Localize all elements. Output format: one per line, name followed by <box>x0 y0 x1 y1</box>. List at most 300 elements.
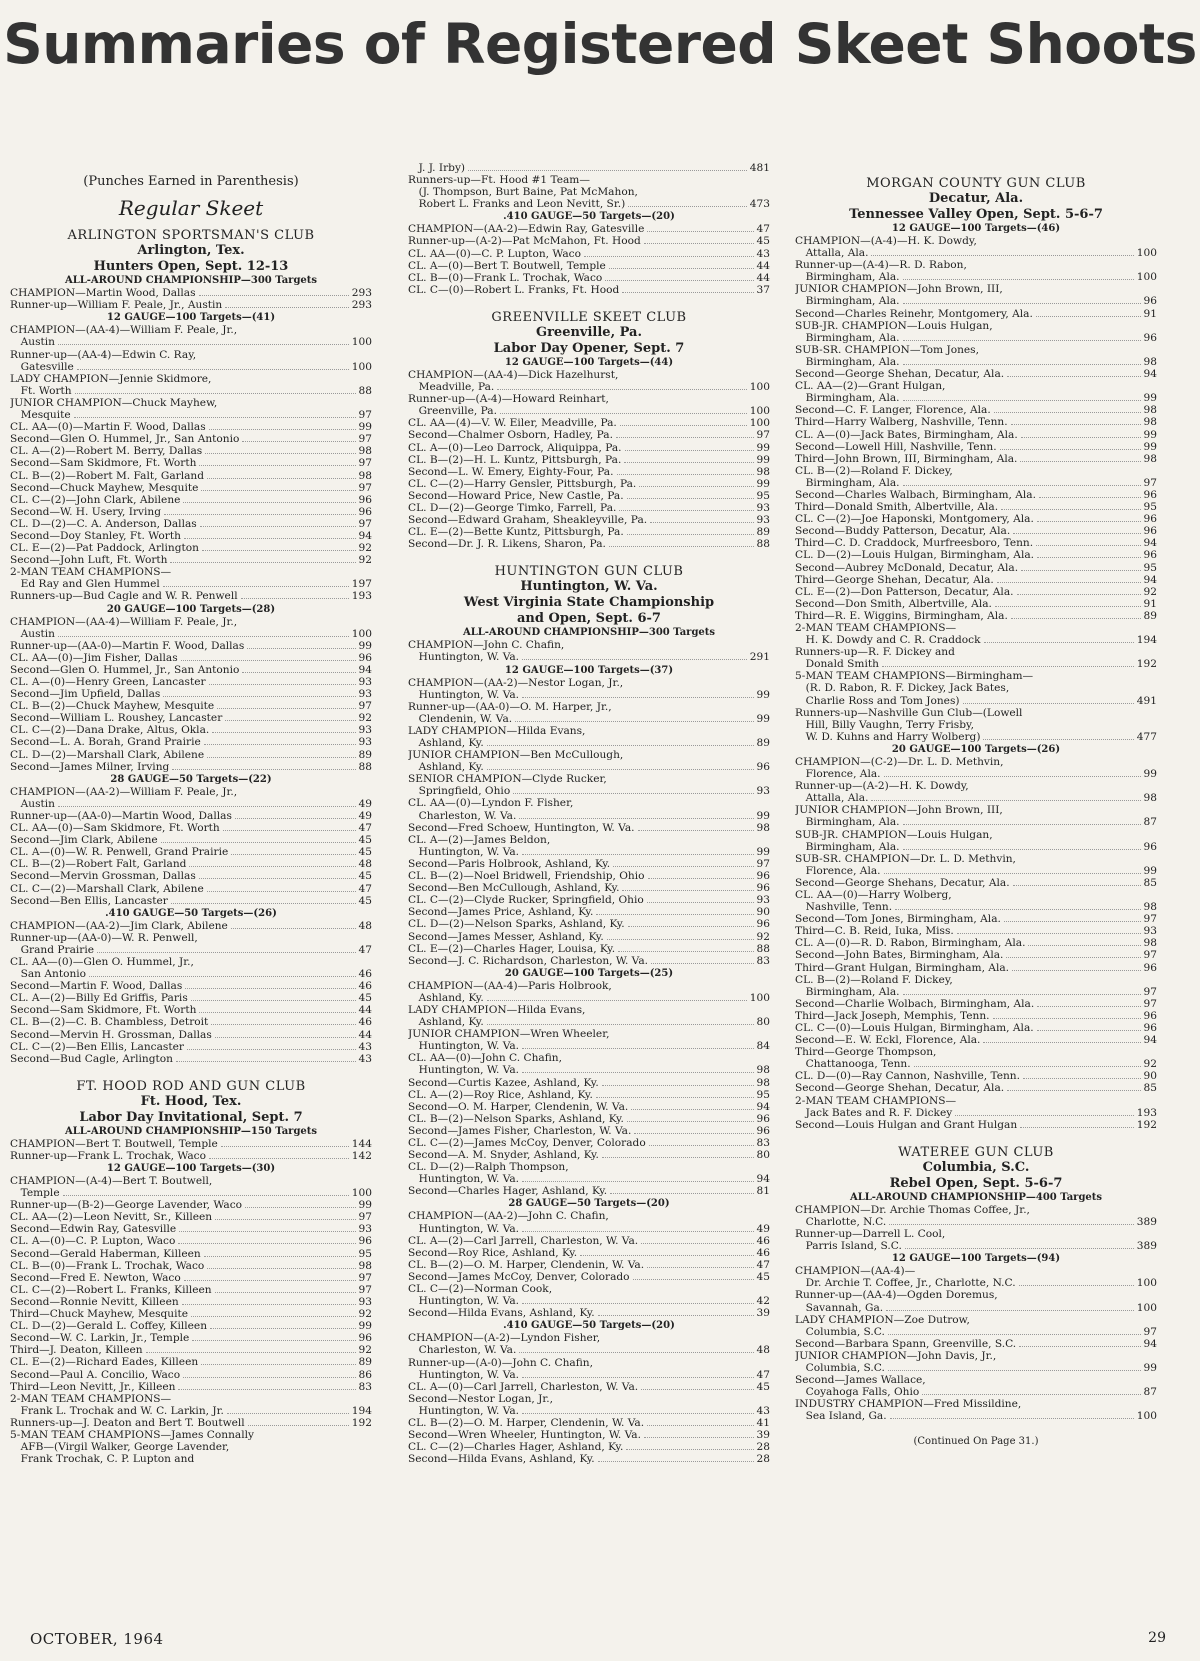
leader-dots <box>522 1072 753 1073</box>
result-line <box>408 198 770 210</box>
score: 100 <box>749 991 770 1004</box>
score: 99 <box>358 1320 372 1333</box>
leader-dots <box>1007 1090 1140 1091</box>
result-text: CL. B—(0)—Frank L. Trochak, Waco <box>408 271 603 284</box>
result-text: JUNIOR CHAMPION—John Brown, III, <box>795 804 1003 817</box>
result-line <box>408 1052 770 1064</box>
score: 477 <box>1136 730 1157 743</box>
result-line <box>10 822 372 834</box>
score: 100 <box>1136 1410 1157 1423</box>
result-text: CL. A—(2)—Carl Jarrell, Charleston, W. Va. <box>408 1234 639 1247</box>
score: 100 <box>1136 1277 1157 1290</box>
score: 46 <box>756 1234 770 1247</box>
result-line <box>408 725 770 737</box>
result-line <box>408 1064 770 1076</box>
result-text: CHAMPION—(AA-2)—John C. Chafin, <box>408 1210 609 1223</box>
leader-dots <box>204 1256 356 1257</box>
result-text: Runner-up—(A-0)—John C. Chafin, <box>408 1356 593 1369</box>
result-line <box>408 405 770 417</box>
club-name: ARLINGTON SPORTSMAN'S CLUB <box>67 228 315 244</box>
result-text: Runner-up—Frank L. Trochak, Waco <box>10 1149 206 1162</box>
result-line <box>10 1272 372 1284</box>
leader-dots <box>628 926 754 927</box>
leader-dots <box>178 1243 355 1244</box>
result-text: Meadville, Pa. <box>408 381 495 394</box>
leader-dots <box>628 206 747 207</box>
result-line <box>408 906 770 918</box>
result-text: Attalla, Ala. <box>795 792 869 805</box>
result-line <box>10 542 372 554</box>
event-name: and Open, Sept. 6-7 <box>517 611 661 627</box>
result-line <box>10 445 372 457</box>
result-text: Second—Howard Price, New Castle, Pa. <box>408 489 624 502</box>
score: 97 <box>1143 476 1157 489</box>
score: 91 <box>1143 597 1157 610</box>
score: 99 <box>1143 768 1157 781</box>
leader-dots <box>58 806 356 807</box>
score: 491 <box>1136 694 1157 707</box>
result-line <box>408 1393 770 1405</box>
result-text: Second—L. W. Emery, Eighty-Four, Pa. <box>408 465 614 478</box>
leader-dots <box>487 745 754 746</box>
result-line <box>795 247 1157 259</box>
leader-dots <box>1017 594 1141 595</box>
result-text: Runner-up—William F. Peale, Jr., Austin <box>10 299 223 312</box>
score: 97 <box>358 1271 372 1284</box>
score: 48 <box>358 858 372 871</box>
result-text: Third—Harry Walberg, Nashville, Tenn. <box>795 416 1008 429</box>
result-line <box>10 1235 372 1247</box>
result-text: Austin <box>10 797 55 810</box>
score: 80 <box>756 1016 770 1029</box>
result-line <box>408 1295 770 1307</box>
score: 81 <box>756 1185 770 1198</box>
score: 293 <box>351 287 372 300</box>
result-text: Second—Lowell Hill, Nashville, Tenn. <box>795 440 997 453</box>
leader-dots <box>905 1248 1134 1249</box>
result-line <box>10 688 372 700</box>
result-text: CL. C—(2)—Harry Gensler, Pittsburgh, Pa. <box>408 477 637 490</box>
result-line <box>10 712 372 724</box>
score: 28 <box>756 1441 770 1454</box>
result-text: Runners-up—Nashville Gun Club—(Lowell <box>795 706 1023 719</box>
score: 96 <box>358 651 372 664</box>
leader-dots <box>522 1231 753 1232</box>
leader-dots <box>207 1268 355 1269</box>
result-line <box>795 949 1157 961</box>
result-text: JUNIOR CHAMPION—John Davis, Jr., <box>795 1349 997 1362</box>
score: 100 <box>351 1187 372 1200</box>
section-title: Regular Skeet <box>118 196 264 221</box>
result-text: Birmingham, Ala. <box>795 816 900 829</box>
result-text: Huntington, W. Va. <box>408 845 520 858</box>
result-text: Second—Aubrey McDonald, Decatur, Ala. <box>795 561 1019 574</box>
result-line <box>795 974 1157 986</box>
leader-dots <box>617 474 754 475</box>
score: 93 <box>358 688 372 701</box>
result-line <box>795 925 1157 937</box>
leader-dots <box>997 582 1141 583</box>
result-text: CL. AA—(4)—V. W. Eiler, Meadville, Pa. <box>408 417 617 430</box>
result-line <box>10 1199 372 1211</box>
result-line <box>10 992 372 1004</box>
result-line <box>795 1350 1157 1362</box>
score: 97 <box>358 481 372 494</box>
leader-dots <box>651 963 753 964</box>
leader-dots <box>242 672 355 673</box>
punches-note: (Punches Earned in Parenthesis) <box>83 174 299 189</box>
score: 47 <box>756 223 770 236</box>
event-name: Hunters Open, Sept. 12-13 <box>93 259 289 275</box>
result-text: CL. D—(2)—Louis Hulgan, Birmingham, Ala. <box>795 549 1035 562</box>
result-text: Second—Charles Walbach, Birmingham, Ala. <box>795 488 1036 501</box>
result-text: CL. A—(0)—Bert T. Boutwell, Temple <box>408 259 606 272</box>
result-line <box>795 1216 1157 1228</box>
club-location: Huntington, W. Va. <box>520 579 658 595</box>
result-line <box>408 526 770 538</box>
event-category: 28 GAUGE—50 Targets—(22) <box>110 773 272 785</box>
leader-dots <box>1037 521 1141 522</box>
leader-dots <box>522 659 747 660</box>
club-location: Greenville, Pa. <box>535 324 642 340</box>
leader-dots <box>522 854 753 855</box>
score: 100 <box>1136 1301 1157 1314</box>
leader-dots <box>903 824 1141 825</box>
leader-dots <box>641 1389 753 1390</box>
leader-dots <box>627 498 754 499</box>
result-text: Second—James Price, Ashland, Ky. <box>408 906 594 919</box>
score: 43 <box>756 1404 770 1417</box>
result-text: Second—A. M. Snyder, Ashland, Ky. <box>408 1149 599 1162</box>
result-text: CL. E—(2)—Richard Eades, Killeen <box>10 1356 199 1369</box>
leader-dots <box>895 909 1140 910</box>
score: 89 <box>358 1356 372 1369</box>
result-text: Austin <box>10 627 55 640</box>
result-text: CL. C—(2)—Ben Ellis, Lancaster <box>10 1040 184 1053</box>
result-line <box>795 1314 1157 1326</box>
result-text: Jack Bates and R. F. Dickey <box>795 1106 953 1119</box>
result-text: CL. E—(2)—Charles Hager, Louisa, Ky. <box>408 942 616 955</box>
result-text: CL. AA—(2)—Grant Hulgan, <box>795 380 946 393</box>
score: 48 <box>358 919 372 932</box>
leader-dots <box>609 546 754 547</box>
leader-dots <box>1011 424 1141 425</box>
score: 99 <box>756 441 770 454</box>
result-line <box>10 724 372 736</box>
score: 47 <box>358 822 372 835</box>
result-text: Florence, Ala. <box>795 768 881 781</box>
score: 95 <box>756 489 770 502</box>
score: 88 <box>756 538 770 551</box>
score: 98 <box>1143 792 1157 805</box>
result-line <box>408 454 770 466</box>
score: 93 <box>756 501 770 514</box>
score: 96 <box>756 1112 770 1125</box>
score: 96 <box>358 493 372 506</box>
event-category: ALL-AROUND CHAMPIONSHIP—300 Targets <box>462 627 716 639</box>
result-text: CL. B—(2)—H. L. Kuntz, Pittsburgh, Pa. <box>408 453 622 466</box>
result-line <box>408 1344 770 1356</box>
leader-dots <box>209 684 356 685</box>
leader-dots <box>903 279 1134 280</box>
result-text: Runner-up—(A-4)—Howard Reinhart, <box>408 393 609 406</box>
result-text: Second—Chuck Mayhew, Mesquite <box>10 481 199 494</box>
result-text: Charlie Ross and Tom Jones) <box>795 694 960 707</box>
leader-dots <box>185 988 355 989</box>
result-text: SENIOR CHAMPION—Clyde Rucker, <box>408 773 607 786</box>
result-line <box>408 1381 770 1393</box>
result-text: Second—George Shehan, Decatur, Ala. <box>795 368 1005 381</box>
club-location: Ft. Hood, Tex. <box>140 1093 242 1109</box>
leader-dots <box>616 437 754 438</box>
result-line <box>408 186 770 198</box>
score: 98 <box>1143 355 1157 368</box>
leader-dots <box>622 292 753 293</box>
result-line <box>795 586 1157 598</box>
result-line <box>408 858 770 870</box>
leader-dots <box>500 413 747 414</box>
result-line <box>408 1453 770 1465</box>
result-text: CL. AA—(0)—Sam Skidmore, Ft. Worth <box>10 822 220 835</box>
score: 94 <box>1143 368 1157 381</box>
result-text: Charleston, W. Va. <box>408 809 517 822</box>
result-line <box>408 651 770 663</box>
leader-dots <box>225 307 349 308</box>
result-text: LADY CHAMPION—Jennie Skidmore, <box>10 372 212 385</box>
result-text: Ft. Worth <box>10 384 72 397</box>
result-line <box>10 968 372 980</box>
result-text: Runner-up—(AA-0)—O. M. Harper, Jr., <box>408 700 612 713</box>
result-text: Second—Barbara Spann, Greenville, S.C. <box>795 1337 1017 1350</box>
event-name: Tennessee Valley Open, Sept. 5-6-7 <box>849 207 1103 222</box>
leader-dots <box>191 1000 356 1001</box>
result-line <box>408 677 770 689</box>
result-text: CL. E—(2)—Bette Kuntz, Pittsburgh, Pa. <box>408 526 624 539</box>
leader-dots <box>602 1157 754 1158</box>
result-text: Runner-up—(A-2)—Pat McMahon, Ft. Hood <box>408 235 641 248</box>
leader-dots <box>172 769 355 770</box>
score: 44 <box>756 271 770 284</box>
result-text: Third—George Thompson, <box>795 1046 937 1059</box>
result-text: Huntington, W. Va. <box>408 1295 520 1308</box>
score: 97 <box>358 1211 372 1224</box>
leader-dots <box>241 598 349 599</box>
score: 94 <box>1143 573 1157 586</box>
result-line <box>10 373 372 385</box>
score: 96 <box>1143 488 1157 501</box>
leader-dots <box>181 660 356 661</box>
score: 97 <box>1143 997 1157 1010</box>
result-line <box>408 894 770 906</box>
result-text: Ashland, Ky. <box>408 1016 484 1029</box>
column-1 <box>10 162 372 1465</box>
result-text: Austin <box>10 336 55 349</box>
result-line <box>10 1260 372 1272</box>
leader-dots <box>522 697 753 698</box>
result-text: H. K. Dowdy and C. R. Craddock <box>795 634 981 647</box>
result-text: CL. C—(2)—Dana Drake, Altus, Okla. <box>10 724 210 737</box>
result-line <box>408 834 770 846</box>
result-line <box>795 356 1157 368</box>
result-line <box>10 1356 372 1368</box>
leader-dots <box>247 648 355 649</box>
leader-dots <box>522 1048 753 1049</box>
score: 84 <box>756 1040 770 1053</box>
leader-dots <box>1000 449 1141 450</box>
column-2-entries <box>408 162 770 1465</box>
result-line <box>795 489 1157 501</box>
leader-dots <box>202 550 356 551</box>
result-line <box>408 466 770 478</box>
result-text: Second—Mervin Grossman, Dallas <box>10 870 196 883</box>
score: 97 <box>358 409 372 422</box>
leader-dots <box>497 389 746 390</box>
result-text: CL. AA—(2)—Leon Nevitt, Sr., Killeen <box>10 1211 213 1224</box>
result-line <box>10 616 372 628</box>
result-line <box>10 336 372 348</box>
leader-dots <box>995 606 1141 607</box>
result-text: CL. AA—(0)—Lyndon F. Fisher, <box>408 797 574 810</box>
result-text: CHAMPION—Martin Wood, Dallas <box>10 287 196 300</box>
result-line <box>10 628 372 640</box>
result-line <box>10 1053 372 1065</box>
result-line <box>10 1029 372 1041</box>
score: 46 <box>358 1016 372 1029</box>
result-line <box>10 1211 372 1223</box>
result-line <box>408 272 770 284</box>
result-line <box>10 1004 372 1016</box>
result-line <box>795 1034 1157 1046</box>
result-text: Second—Paul A. Concilio, Waco <box>10 1368 181 1381</box>
result-text: Second—William L. Roushey, Lancaster <box>10 712 223 725</box>
result-line <box>10 349 372 361</box>
result-line <box>10 506 372 518</box>
score: 97 <box>358 1283 372 1296</box>
leader-dots <box>598 1315 754 1316</box>
score: 99 <box>1143 440 1157 453</box>
result-text: CL. A—(2)—Billy Ed Griffis, Paris <box>10 992 188 1005</box>
score: 85 <box>1143 1082 1157 1095</box>
result-line <box>408 235 770 247</box>
leader-dots <box>161 842 356 843</box>
result-line <box>795 1204 1157 1216</box>
score: 99 <box>358 421 372 434</box>
leader-dots <box>242 441 355 442</box>
result-line <box>795 308 1157 320</box>
score: 99 <box>358 639 372 652</box>
score: 46 <box>756 1246 770 1259</box>
leader-dots <box>63 1195 349 1196</box>
result-text: Second—Jim Upfield, Dallas <box>10 688 161 701</box>
score: 100 <box>351 360 372 373</box>
page-number: 29 <box>1148 1630 1166 1646</box>
result-line <box>795 392 1157 404</box>
result-line <box>408 1210 770 1222</box>
result-line <box>795 731 1157 743</box>
score: 88 <box>756 942 770 955</box>
result-line <box>10 1248 372 1260</box>
result-text: CHAMPION—(AA-4)—William F. Peale, Jr., <box>10 324 238 337</box>
leader-dots <box>223 830 356 831</box>
result-text: Runner-up—Darrell L. Cool, <box>795 1228 946 1241</box>
leader-dots <box>596 1097 754 1098</box>
result-text: Charlotte, N.C. <box>795 1215 887 1228</box>
result-line <box>408 737 770 749</box>
leader-dots <box>210 1328 356 1329</box>
result-line <box>10 749 372 761</box>
result-text: Robert L. Franks and Leon Nevitt, Sr.) <box>408 198 626 211</box>
result-line <box>795 962 1157 974</box>
result-line <box>10 361 372 373</box>
leader-dots <box>889 1224 1134 1225</box>
result-line <box>10 1296 372 1308</box>
leader-dots <box>225 720 355 721</box>
result-line <box>408 1113 770 1125</box>
event-category: 20 GAUGE—100 Targets—(25) <box>504 967 674 979</box>
leader-dots <box>903 400 1141 401</box>
result-text: Third—John Brown, III, Birmingham, Ala. <box>795 452 1018 465</box>
score: 43 <box>756 247 770 260</box>
result-line <box>408 870 770 882</box>
leader-dots <box>178 1389 355 1390</box>
result-line <box>408 248 770 260</box>
leader-dots <box>641 1243 753 1244</box>
leader-dots <box>179 1231 355 1232</box>
leader-dots <box>217 708 355 709</box>
result-line <box>408 955 770 967</box>
result-text: Second—Wren Wheeler, Huntington, W. Va. <box>408 1429 641 1442</box>
result-line <box>408 797 770 809</box>
event-category: 28 GAUGE—50 Targets—(20) <box>508 1198 670 1210</box>
leader-dots <box>522 1413 753 1414</box>
result-line <box>408 689 770 701</box>
event-category: 12 GAUGE—100 Targets—(94) <box>891 1253 1061 1265</box>
result-line <box>795 562 1157 574</box>
result-line <box>795 913 1157 925</box>
result-line <box>408 1089 770 1101</box>
result-line <box>10 810 372 822</box>
result-line <box>408 1307 770 1319</box>
score: 89 <box>756 526 770 539</box>
result-line <box>10 920 372 932</box>
score: 197 <box>351 578 372 591</box>
result-text: Second—Nestor Logan, Jr., <box>408 1392 554 1405</box>
result-line <box>408 417 770 429</box>
leader-dots <box>647 902 754 903</box>
score: 95 <box>1143 561 1157 574</box>
result-text: Huntington, W. Va. <box>408 1064 520 1077</box>
leader-dots <box>89 976 355 977</box>
score: 99 <box>1143 864 1157 877</box>
event-category: 20 GAUGE—100 Targets—(28) <box>106 603 276 615</box>
leader-dots <box>1019 1346 1140 1347</box>
result-line <box>795 889 1157 901</box>
leader-dots <box>199 1012 355 1013</box>
leader-dots <box>487 1000 747 1001</box>
result-text: CL. C—(2)—Robert L. Franks, Killeen <box>10 1283 212 1296</box>
score: 99 <box>756 453 770 466</box>
result-line <box>10 858 372 870</box>
leader-dots <box>627 534 754 535</box>
leader-dots <box>871 255 1133 256</box>
leader-dots <box>605 280 753 281</box>
score: 47 <box>358 882 372 895</box>
leader-dots <box>200 526 356 527</box>
result-text: Ashland, Ky. <box>408 761 484 774</box>
result-line <box>10 870 372 882</box>
result-text: Second—Jim Clark, Abilene <box>10 834 158 847</box>
result-text: CL. B—(2)—C. B. Chambless, Detroit <box>10 1016 209 1029</box>
